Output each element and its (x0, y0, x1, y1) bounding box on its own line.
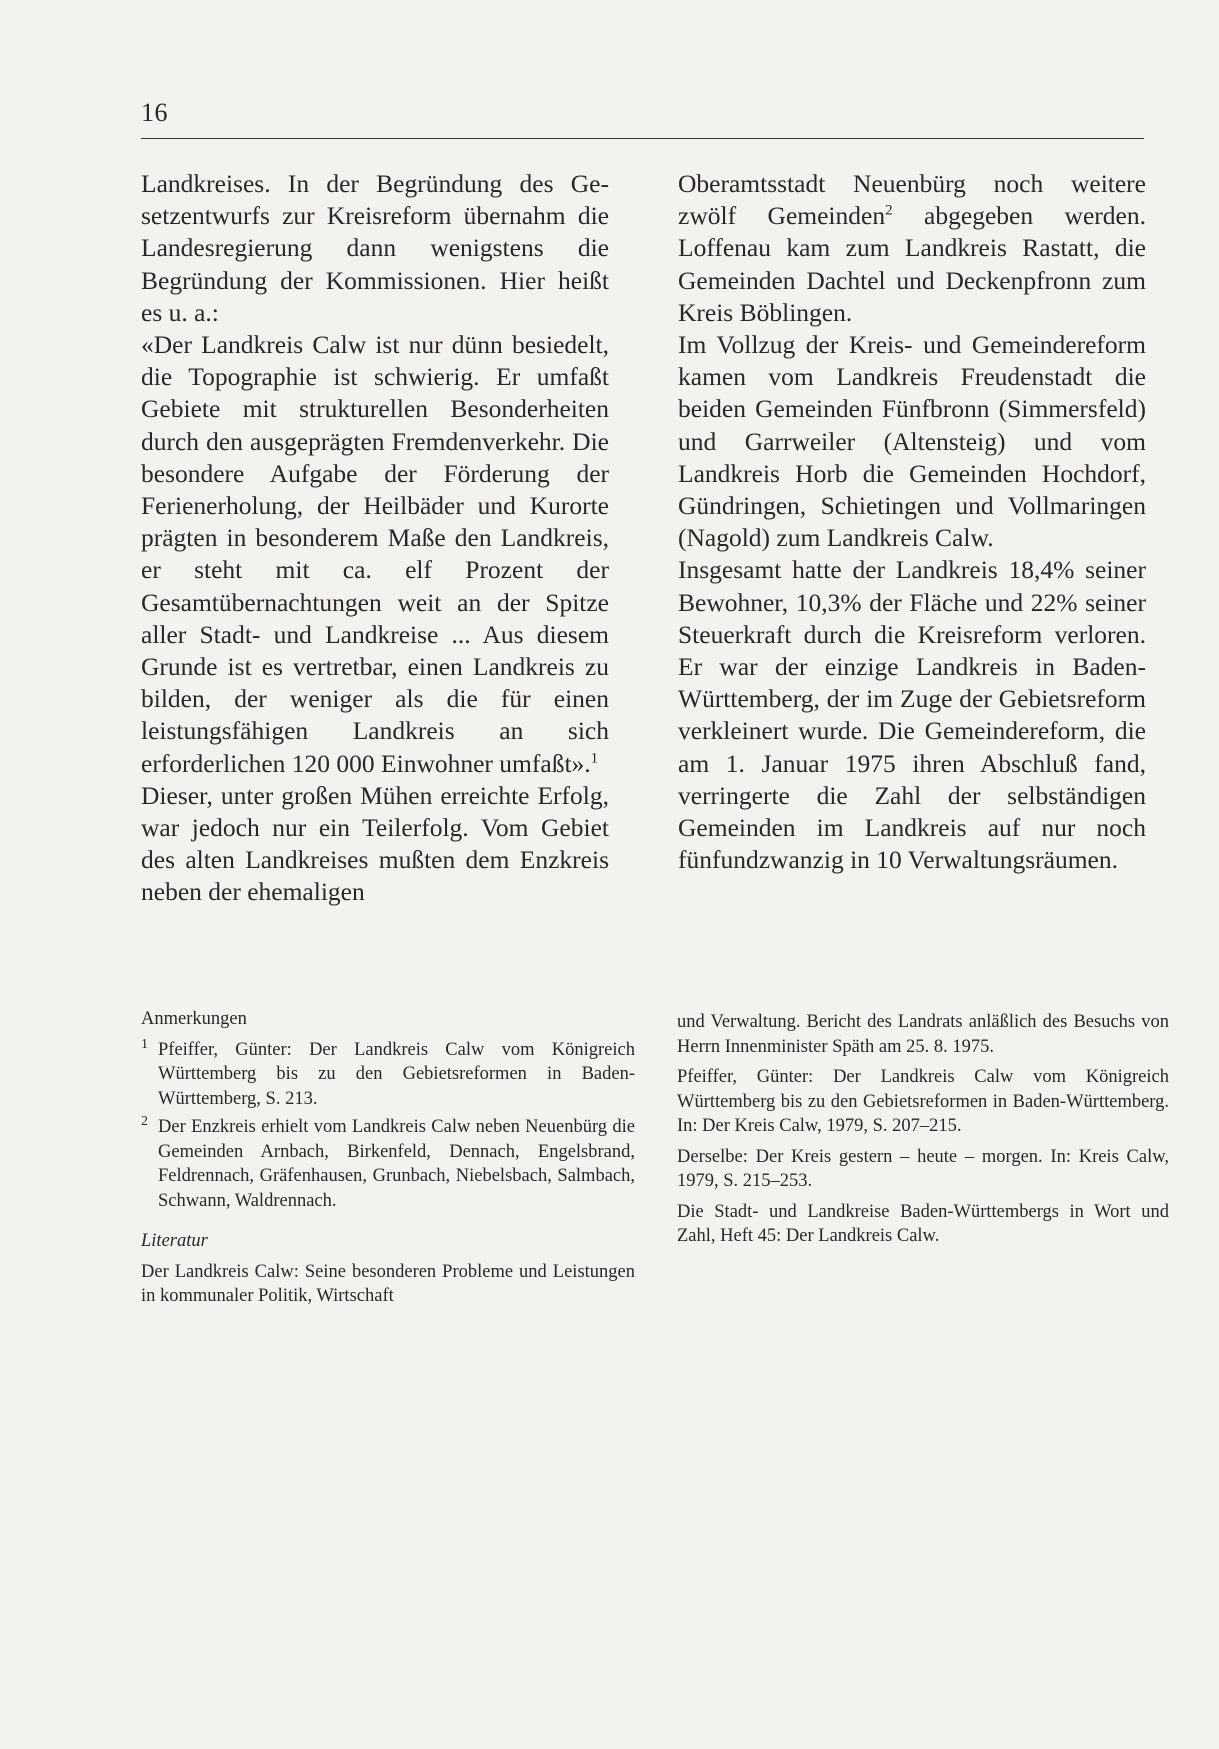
literature-entry-2: Pfeiffer, Günter: Der Landkreis Calw vom Königreich Württemberg bis zu den Gebietsreformen in Baden-Württemberg. In: Der Kreis Calw, 1979, S. 207–215. (677, 1067, 1169, 1136)
footnote-mark: 2 (141, 1114, 148, 1129)
quote-text: «Der Landkreis Calw ist nur dünn besiedelt, die Topographie ist schwierig. Er umfaßt Gebiete mit strukturellen Besonderheiten durch den ausgeprägten Fremdenverkehr. Die besondere Aufgabe der Förderung der Ferienerholung, der Heilbäder und Kurorte prägten in besonderem Maße den Landkreis, er steht mit ca. elf Prozent der Gesamtübernachtungen weit an der Spitze aller Stadt- und Landkreise ... Aus diesem Grunde ist es vertretbar, einen Landkreis zu bilden, der weniger als die für einen leistungsfähigen Landkreis an sich erforderlichen 120 000 Einwohner umfaßt». (141, 330, 609, 778)
footnote-ref-2: 2 (885, 202, 893, 219)
right-paragraph-1 (678, 168, 1146, 329)
footnote-text: Der Enzkreis erhielt vom Landkreis Calw neben Neuenbürg die Gemeinden Arnbach, Birkenfeld, Dennach, Engelsbrand, Feldrennach, Gräfenhausen, Grunbach, Niebelsbach, Salmbach, Schwann, Waldrennach. (158, 1117, 635, 1211)
page-number: 16 (141, 98, 168, 127)
notes-left (141, 1007, 635, 1315)
right-column (678, 168, 1146, 876)
right-paragraph-3: Insgesamt hatte der Landkreis 18,4% seiner Bewohner, 10,3% der Fläche und 22% seiner Steuerkraft durch die Kreisreform verloren. Er war der einzige Landkreis in Baden-Württemberg, der im Zuge der Gebietsreform verkleinert wurde. Die Gemeindereform, die am 1. Januar 1975 ihren Abschluß fand, verringerte die Zahl der selbständigen Gemeinden im Landkreis auf nur noch fünfundzwanzig in 10 Verwaltungsräumen. (678, 555, 1146, 875)
left-paragraph-1: Landkreises. In der Begründung des Gesetzentwurfs zur Kreisreform übernahm die Landesregierung dann wenigstens die Begründung der Kommissionen. Hier heißt es u. a.: (141, 169, 609, 327)
right-paragraph-2: Im Vollzug der Kreis- und Gemeindereform kamen vom Landkreis Freudenstadt die beiden Gemeinden Fünfbronn (Simmersfeld) und Garrweiler (Altensteig) und vom Landkreis Horb die Gemeinden Hochdorf, Gündringen, Schietingen und Vollmaringen (Nagold) zum Landkreis Calw. (678, 330, 1146, 553)
literature-entry-3: Derselbe: Der Kreis gestern – heute – morgen. In: Kreis Calw, 1979, S. 215–253. (677, 1146, 1169, 1191)
literature-entry-1b: und Verwaltung. Bericht des Landrats anläßlich des Besuchs von Herrn Innenminister Späth am 25. 8. 1975. (677, 1012, 1169, 1057)
left-paragraph-2 (141, 329, 609, 780)
left-column (141, 168, 609, 909)
footnote-1 (141, 1038, 635, 1112)
footnote-mark: 1 (141, 1036, 148, 1052)
right-paragraph-1-text-b: abgegeben werden. Loffenau kam zum Landkreis Rastatt, die Gemeinden Dachtel und Deckenpfronn zum Kreis Böblingen. (678, 201, 1146, 327)
left-paragraph-3: Dieser, unter großen Mühen erreichte Erfolg, war jedoch nur ein Teilerfolg. Vom Gebiet des alten Landkreises mußten dem Enzkreis neben der ehemaligen (141, 780, 609, 907)
literature-entry-4: Die Stadt- und Landkreise Baden-Württembergs in Wort und Zahl, Heft 45: Der Landkreis Calw. (677, 1201, 1169, 1246)
literature-entry-1a: Der Landkreis Calw: Seine besonderen Probleme und Leistungen in kommunaler Politik, Wirtschaft (141, 1261, 635, 1306)
notes-heading: Anmerkungen (141, 1009, 247, 1029)
right-paragraph-1-text-a: Oberamtsstadt Neuenbürg noch weitere zwölf Gemeinden (678, 169, 1146, 231)
footnote-2 (141, 1115, 635, 1213)
footnote-ref-1: 1 (590, 750, 599, 767)
footnote-text: Pfeiffer, Günter: Der Landkreis Calw vom Königreich Württemberg bis zu den Gebietsreformen in Baden-Württemberg, S. 213. (158, 1039, 635, 1109)
header-rule (141, 138, 1144, 139)
literature-heading: Literatur (141, 1231, 208, 1251)
notes-right (677, 1010, 1169, 1255)
